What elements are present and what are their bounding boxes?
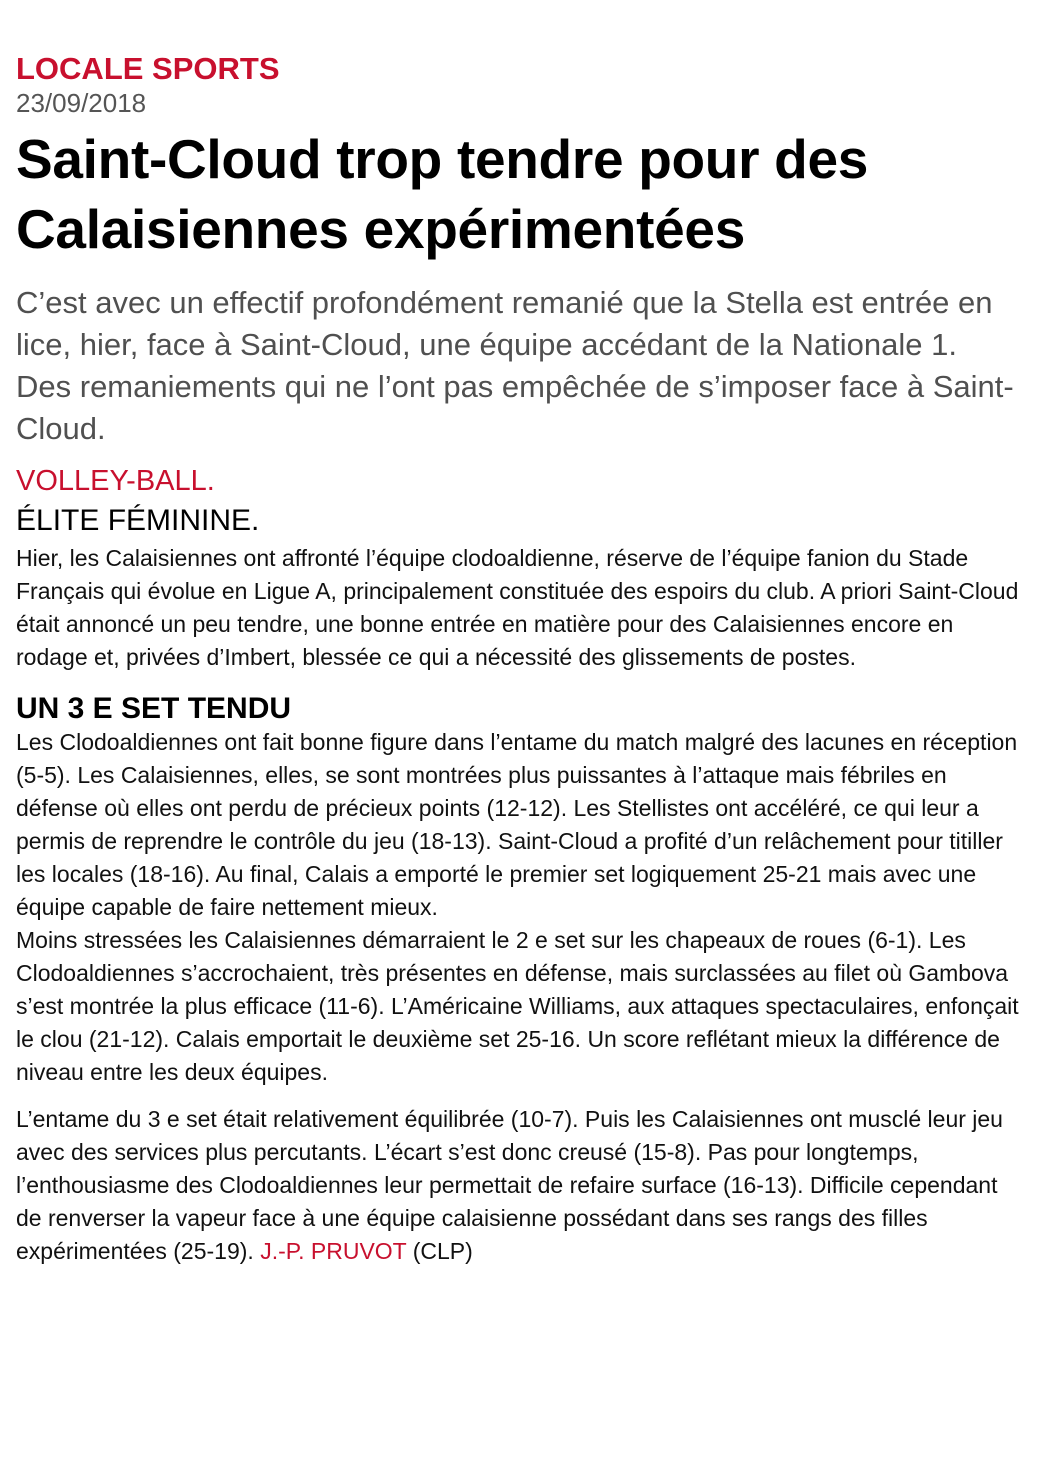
section-label: LOCALE SPORTS: [16, 51, 280, 86]
publication-date: 23/09/2018: [16, 88, 147, 118]
body-paragraph-2: Moins stressées les Calaisiennes démarraient le 2 e set sur les chapeaux de roues (6-1). Les Clodoaldiennes s’accrochaient, très présentes en défense, mais surclassées au filet où Gambova s’est montrée la plus efficace (11-6). L’Américaine Williams, aux attaques spectaculaires, enfonçait le clou (21-12). Calais emportait le deuxième set 25-16. Un score reflétant mieux la différence de niveau entre les deux équipes.: [16, 927, 1019, 1085]
article-chapo: C’est avec un effectif profondément remanié que la Stella est entrée en lice, hier, face à Saint-Cloud, une équipe accédant de la Nationale 1. Des remaniements qui ne l’ont pas empêchée de s’imposer face à Saint-Cloud.: [16, 285, 1014, 446]
agency-credit: (CLP): [412, 1238, 473, 1264]
body-paragraph-3: [16, 1103, 1024, 1268]
intro-paragraph: Hier, les Calaisiennes ont affronté l’équipe clodoaldienne, réserve de l’équipe fanion du Stade Français qui évolue en Ligue A, principalement constituée des espoirs du club. A priori Saint-Cloud était annoncé un peu tendre, une bonne entrée en matière pour des Calaisiennes encore en rodage et, privées d’Imbert, blessée ce qui a nécessité des glissements de postes.: [16, 545, 1019, 670]
category-kicker: ÉLITE FÉMININE.: [16, 504, 260, 537]
body-paragraph-3-text: L’entame du 3 e set était relativement équilibrée (10-7). Puis les Calaisiennes ont musclé leur jeu avec des services plus percutants. L’écart s’est donc creusé (15-8). Pas pour longtemps, l’enthousiasme des Clodoaldiennes leur permettait de refaire surface (16-13). Difficile cependant de renverser la vapeur face à une équipe calaisienne possédant dans ses rangs des filles expérimentées (25-19).: [16, 1106, 1003, 1264]
sport-kicker: VOLLEY-BALL.: [16, 465, 215, 497]
author-byline: J.-P. PRUVOT: [260, 1238, 407, 1264]
article-subhead: UN 3 E SET TENDU: [16, 692, 292, 725]
article-headline: Saint-Cloud trop tendre pour des Calaisiennes expérimentées: [16, 128, 869, 260]
body-paragraph-1: Les Clodoaldiennes ont fait bonne figure dans l’entame du match malgré des lacunes en réception (5-5). Les Calaisiennes, elles, se sont montrées plus puissantes à l’attaque mais fébriles en défense où elles ont perdu de précieux points (12-12). Les Stellistes ont accéléré, ce qui leur a permis de reprendre le contrôle du jeu (18-13). Saint-Cloud a profité d’un relâchement pour titiller les locales (18-16). Au final, Calais a emporté le premier set logiquement 25-21 mais avec une équipe capable de faire nettement mieux.: [16, 729, 1018, 920]
